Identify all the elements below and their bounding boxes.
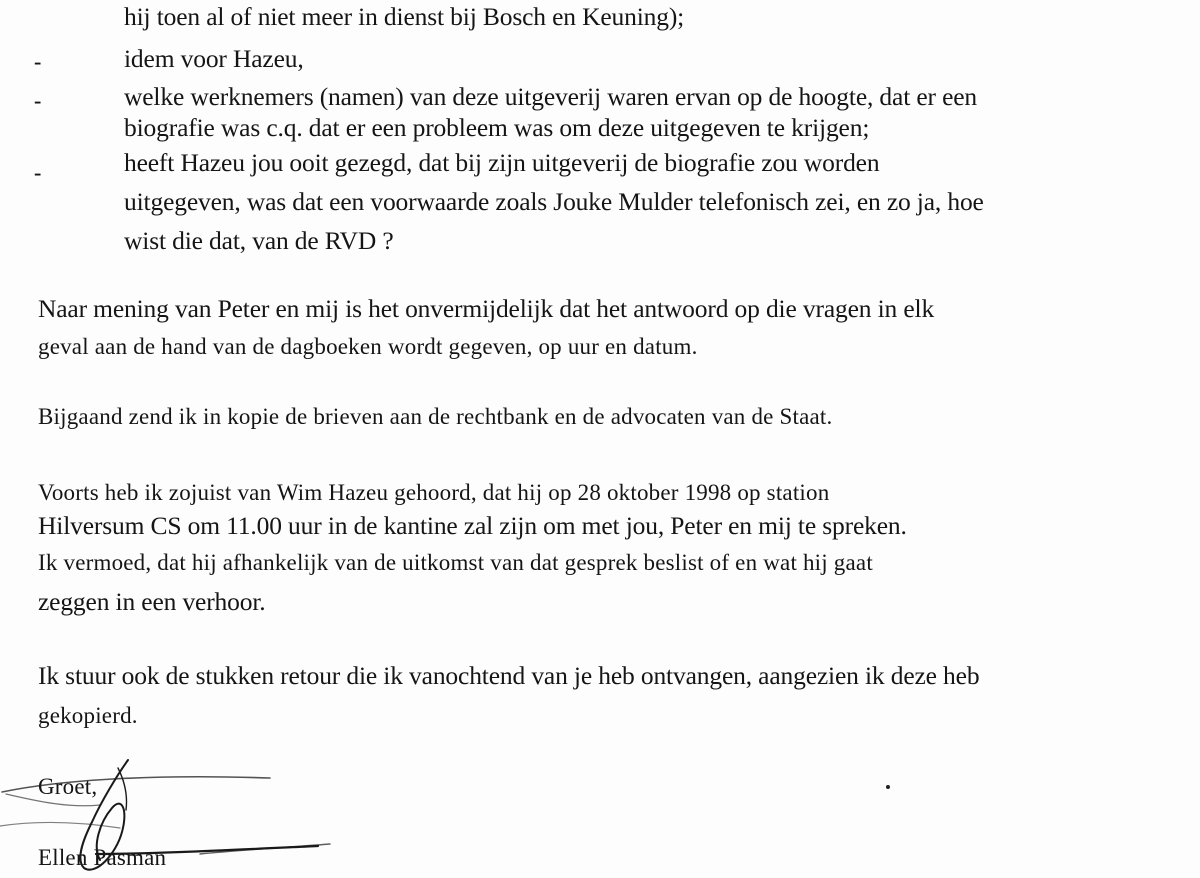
paragraph-line: Hilversum CS om 11.00 uur in de kantine zal zijn om met jou, Peter en mij te spreken.: [38, 511, 907, 540]
paragraph-line: Ik vermoed, dat hij afhankelijk van de uitkomst van dat gesprek beslist of en wat hij gaat: [38, 550, 873, 575]
list-item-line: biografie was c.q. dat er een probleem was om deze uitgegeven te krijgen;: [124, 113, 870, 142]
handwritten-signature: [0, 750, 340, 878]
paragraph-line: Naar mening van Peter en mij is het onvermijdelijk dat het antwoord op die vragen in elk: [38, 294, 935, 323]
list-item-line: heeft Hazeu jou ooit gezegd, dat bij zijn uitgeverij de biografie zou worden: [124, 148, 880, 177]
paragraph-line: Voorts heb ik zojuist van Wim Hazeu gehoord, dat hij op 28 oktober 1998 op station: [38, 480, 830, 505]
list-item-line: wist die dat, van de RVD ?: [124, 226, 394, 255]
paragraph-line: geval aan de hand van de dagboeken wordt gegeven, op uur en datum.: [38, 334, 698, 359]
list-item-line: idem voor Hazeu,: [124, 44, 304, 73]
paragraph-line: Ik stuur ook de stukken retour die ik vanochtend van je heb ontvangen, aangezien ik deze heb: [38, 661, 980, 690]
paragraph-line: gekopierd.: [38, 703, 138, 728]
paragraph-line: zeggen in een verhoor.: [38, 587, 266, 616]
list-bullet: -: [34, 88, 42, 113]
list-item-line: uitgegeven, was dat een voorwaarde zoals Jouke Mulder telefonisch zei, en zo ja, hoe: [124, 187, 984, 216]
stray-mark: [886, 785, 890, 789]
list-bullet: -: [34, 49, 42, 74]
signer-name: Ellen Pasman: [38, 845, 167, 870]
list-item-line: hij toen al of niet meer in dienst bij Bosch en Keuning);: [124, 2, 685, 31]
list-bullet: -: [34, 160, 42, 185]
paragraph-line: Bijgaand zend ik in kopie de brieven aan de rechtbank en de advocaten van de Staat.: [38, 404, 833, 429]
list-item-line: welke werknemers (namen) van deze uitgeverij waren ervan op de hoogte, dat er een: [124, 82, 978, 111]
closing-greeting: Groet,: [38, 774, 98, 799]
